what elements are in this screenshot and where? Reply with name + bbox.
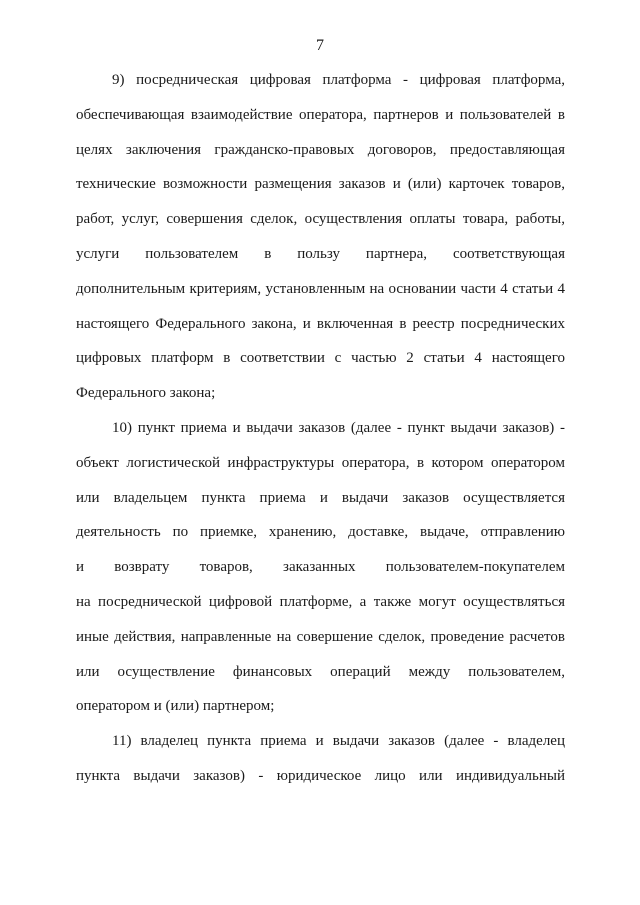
text-line: или осуществление финансовых операций между пользователем, xyxy=(76,663,565,680)
document-body xyxy=(76,70,565,801)
text-line: целях заключения гражданско-правовых договоров, предоставляющая xyxy=(76,141,565,158)
paragraph-9 xyxy=(76,70,565,418)
text-line: Федерального закона; xyxy=(76,385,216,402)
text-line: настоящего Федерального закона, и включенная в реестр посреднических xyxy=(76,315,565,332)
text-line: иные действия, направленные на совершение сделок, проведение расчетов xyxy=(76,628,565,645)
text-line: объект логистической инфраструктуры оператора, в котором оператором xyxy=(76,454,565,471)
text-line: деятельность по приемке, хранению, доставке, выдаче, отправлению xyxy=(76,524,565,541)
text-line: на посреднической цифровой платформе, а также могут осуществляться xyxy=(76,593,565,610)
text-line: работ, услуг, совершения сделок, осуществления оплаты товара, работы, xyxy=(76,211,565,228)
text-line: 9) посредническая цифровая платформа - цифровая платформа, xyxy=(112,72,565,88)
text-line: или владельцем пункта приема и выдачи заказов осуществляется xyxy=(76,489,565,506)
text-line: пункта выдачи заказов) - юридическое лицо или индивидуальный xyxy=(76,767,565,784)
text-line: обеспечивающая взаимодействие оператора, партнеров и пользователей в xyxy=(76,106,565,123)
text-line: и возврату товаров, заказанных пользователем-покупателем xyxy=(76,559,565,576)
page-number: 7 xyxy=(316,37,324,54)
text-line: 11) владелец пункта приема и выдачи заказов (далее - владелец xyxy=(112,733,565,750)
text-line: 10) пункт приема и выдачи заказов (далее - пункт выдачи заказов) - xyxy=(112,419,565,436)
text-line: оператором и (или) партнером; xyxy=(76,698,275,715)
text-line: цифровых платформ в соответствии с частью 2 статьи 4 настоящего xyxy=(76,350,565,367)
text-line: технические возможности размещения заказов и (или) карточек товаров, xyxy=(76,176,565,193)
text-line: дополнительным критериям, установленным на основании части 4 статьи 4 xyxy=(76,280,565,297)
text-line: услуги пользователем в пользу партнера, соответствующая xyxy=(76,245,565,262)
paragraph-10 xyxy=(76,418,565,731)
paragraph-11 xyxy=(76,731,565,801)
